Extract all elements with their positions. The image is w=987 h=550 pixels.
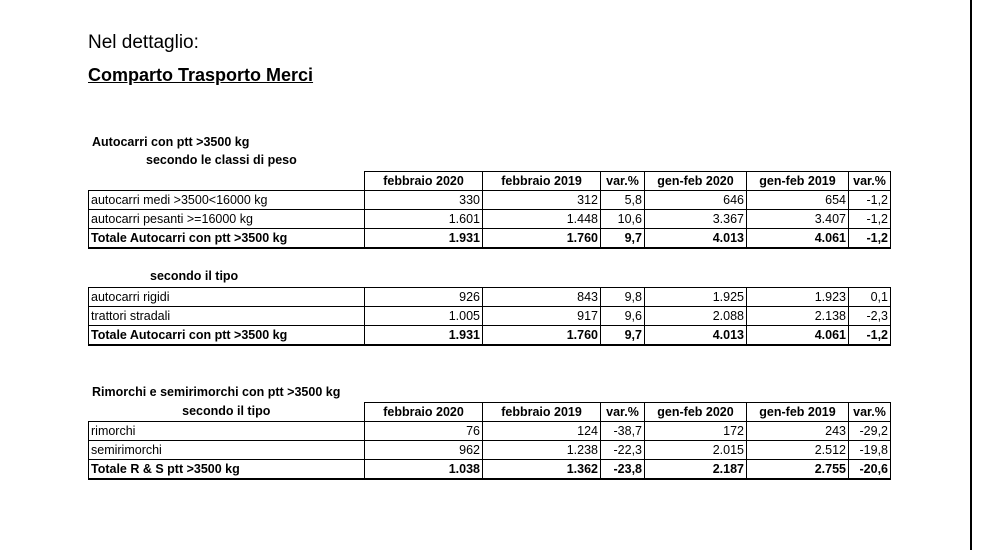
total-value: -1,2 (849, 326, 891, 346)
cell-value: -29,2 (849, 422, 891, 441)
row-label: rimorchi (89, 422, 365, 441)
cell-value: 1.448 (483, 210, 601, 229)
table-row (89, 288, 891, 307)
header-blank (89, 172, 365, 191)
section2-title: secondo il tipo (150, 269, 239, 283)
total-label: Totale Autocarri con ptt >3500 kg (89, 326, 365, 346)
cell-value: 2.138 (747, 307, 849, 326)
total-value: 1.760 (483, 326, 601, 346)
cell-value: 76 (365, 422, 483, 441)
total-value: 1.931 (365, 326, 483, 346)
row-label: autocarri medi >3500<16000 kg (89, 191, 365, 210)
total-value: 1.931 (365, 229, 483, 249)
row-label: trattori stradali (89, 307, 365, 326)
row-label: autocarri pesanti >=16000 kg (89, 210, 365, 229)
col-header: gen-feb 2019 (747, 172, 849, 191)
section3-subtitle: secondo il tipo (182, 404, 271, 419)
cell-value: 962 (365, 441, 483, 460)
table-row (89, 210, 891, 229)
total-row (89, 326, 891, 346)
cell-value: -22,3 (601, 441, 645, 460)
total-value: 4.061 (747, 326, 849, 346)
cell-value: 654 (747, 191, 849, 210)
table-row (89, 422, 891, 441)
cell-value: -2,3 (849, 307, 891, 326)
cell-value: 926 (365, 288, 483, 307)
row-label: semirimorchi (89, 441, 365, 460)
cell-value: 2.015 (645, 441, 747, 460)
cell-value: 2.088 (645, 307, 747, 326)
cell-value: 3.367 (645, 210, 747, 229)
cell-value: 10,6 (601, 210, 645, 229)
total-value: 2.187 (645, 460, 747, 480)
cell-value: 1.238 (483, 441, 601, 460)
table-autocarri-tipo (88, 287, 891, 346)
total-value: 2.755 (747, 460, 849, 480)
cell-value: 3.407 (747, 210, 849, 229)
col-header: gen-feb 2020 (645, 172, 747, 191)
col-header: gen-feb 2020 (645, 403, 747, 422)
col-header: febbraio 2020 (365, 403, 483, 422)
total-value: -23,8 (601, 460, 645, 480)
cell-value: 5,8 (601, 191, 645, 210)
col-header: febbraio 2020 (365, 172, 483, 191)
table-rimorchi (88, 402, 891, 480)
page-title: Comparto Trasporto Merci (88, 65, 314, 85)
cell-value: 312 (483, 191, 601, 210)
total-label: Totale R & S ptt >3500 kg (89, 460, 365, 480)
total-value: 1.362 (483, 460, 601, 480)
total-value: -20,6 (849, 460, 891, 480)
cell-value: 1.601 (365, 210, 483, 229)
total-label: Totale Autocarri con ptt >3500 kg (89, 229, 365, 249)
total-value: 4.013 (645, 326, 747, 346)
cell-value: -1,2 (849, 191, 891, 210)
cell-value: -1,2 (849, 210, 891, 229)
col-header: febbraio 2019 (483, 403, 601, 422)
section1-title: Autocarri con ptt >3500 kg (92, 135, 250, 149)
total-value: 1.038 (365, 460, 483, 480)
col-header: var.% (849, 172, 891, 191)
cell-value: 0,1 (849, 288, 891, 307)
col-header: var.% (601, 172, 645, 191)
table-autocarri-peso (88, 171, 891, 249)
table-header-row (89, 172, 891, 191)
table-row (89, 441, 891, 460)
table-row (89, 307, 891, 326)
cell-value: 2.512 (747, 441, 849, 460)
total-value: 9,7 (601, 229, 645, 249)
cell-value: -38,7 (601, 422, 645, 441)
cell-value: 1.925 (645, 288, 747, 307)
cell-value: 330 (365, 191, 483, 210)
col-header: febbraio 2019 (483, 172, 601, 191)
total-value: 1.760 (483, 229, 601, 249)
total-value: 4.061 (747, 229, 849, 249)
total-value: -1,2 (849, 229, 891, 249)
col-header: var.% (849, 403, 891, 422)
total-row (89, 229, 891, 249)
cell-value: 172 (645, 422, 747, 441)
total-value: 4.013 (645, 229, 747, 249)
col-header: gen-feb 2019 (747, 403, 849, 422)
col-header: var.% (601, 403, 645, 422)
section3-title: Rimorchi e semirimorchi con ptt >3500 kg (92, 385, 341, 399)
total-value: 9,7 (601, 326, 645, 346)
cell-value: 1.923 (747, 288, 849, 307)
cell-value: 9,6 (601, 307, 645, 326)
cell-value: 243 (747, 422, 849, 441)
row-label: autocarri rigidi (89, 288, 365, 307)
table-header-row (89, 403, 891, 422)
total-row (89, 460, 891, 480)
cell-value: -19,8 (849, 441, 891, 460)
page-edge-line (970, 0, 972, 550)
cell-value: 917 (483, 307, 601, 326)
cell-value: 843 (483, 288, 601, 307)
cell-value: 1.005 (365, 307, 483, 326)
cell-value: 124 (483, 422, 601, 441)
table-row (89, 191, 891, 210)
section1-subtitle: secondo le classi di peso (146, 153, 297, 167)
page-heading: Nel dettaglio: (88, 32, 199, 53)
cell-value: 646 (645, 191, 747, 210)
cell-value: 9,8 (601, 288, 645, 307)
